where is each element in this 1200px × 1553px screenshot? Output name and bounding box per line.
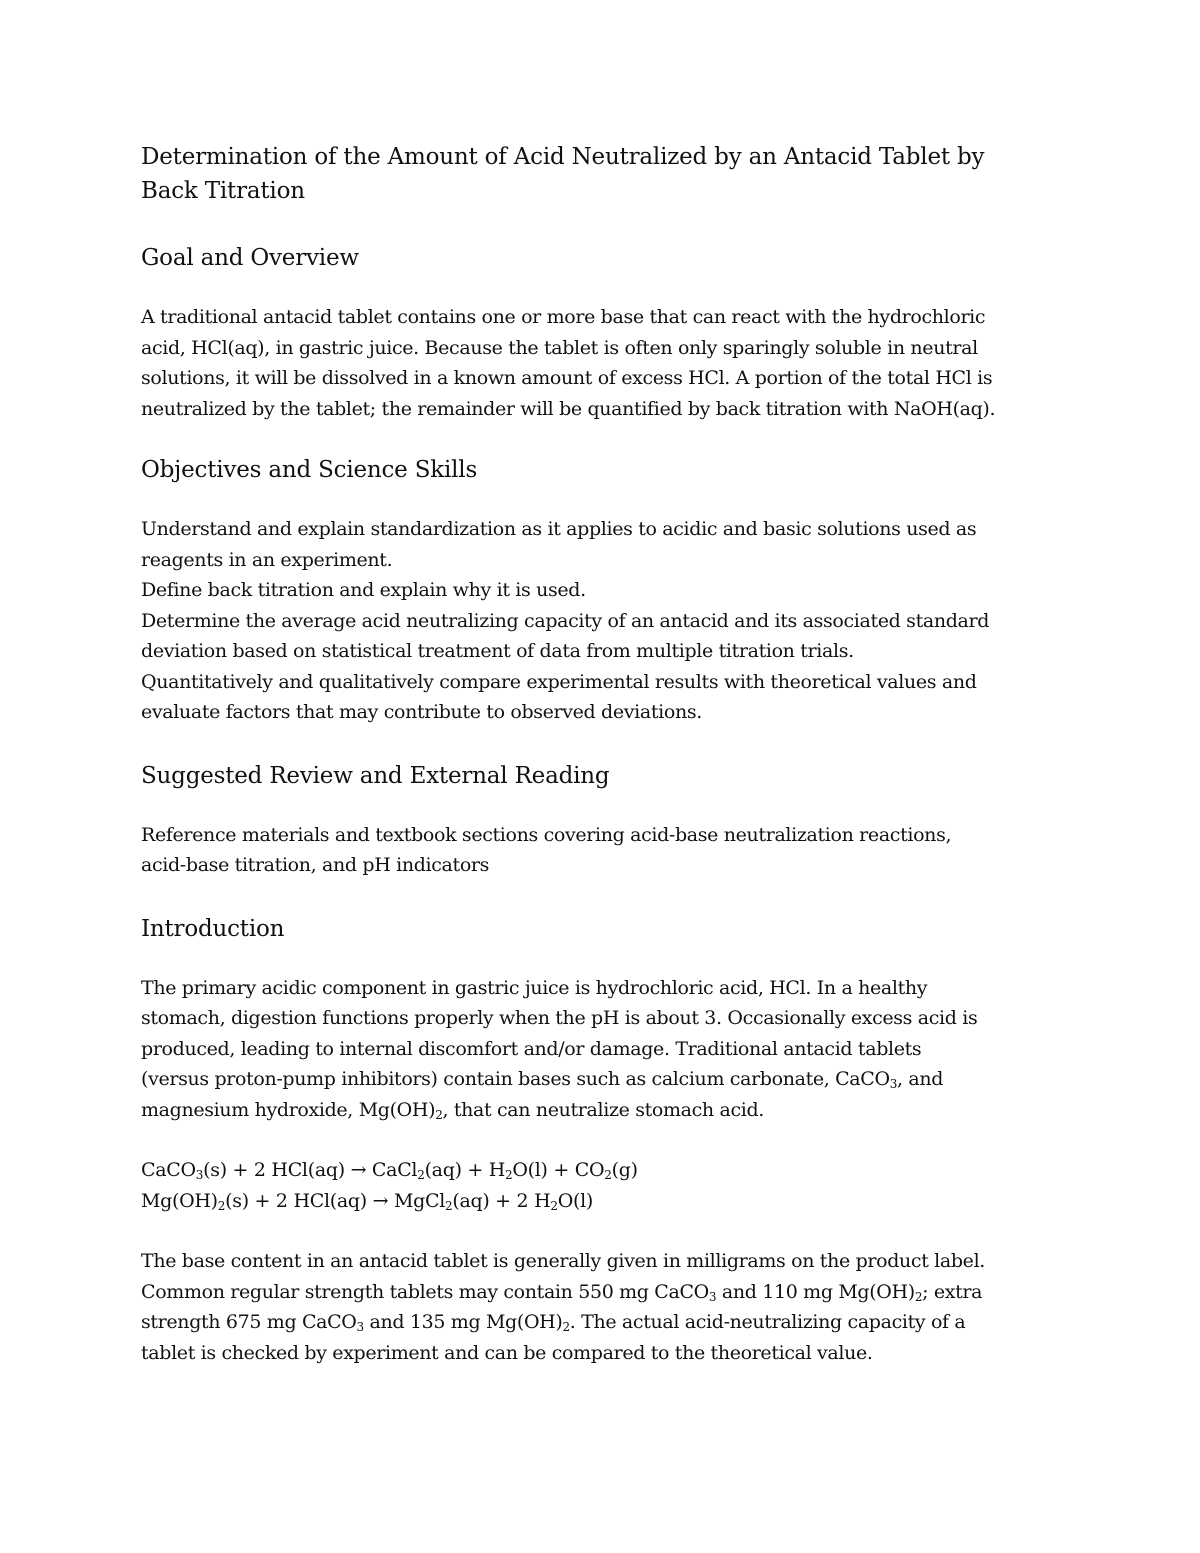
intro-line	[141, 1095, 1071, 1126]
subscript: 3	[889, 1077, 897, 1091]
intro-line: produced, leading to internal discomfort and/or damage. Traditional antacid tablets	[141, 1037, 922, 1060]
objective-line: Understand and explain standardization as it applies to acidic and basic solutions used as	[141, 518, 977, 540]
intro-text: strength 675 mg CaCO	[141, 1311, 357, 1333]
objective-line: evaluate factors that may contribute to observed deviations.	[141, 701, 702, 723]
subscript: 2	[444, 1198, 453, 1213]
reading-line: Reference materials and textbook sections covering acid-base neutralization reactions,	[141, 823, 952, 846]
eq-text: Mg(OH)	[141, 1189, 218, 1212]
goal-line: solutions, it will be dissolved in a known amount of excess HCl. A portion of the total HCl is	[141, 367, 993, 389]
objectives-paragraph	[141, 514, 1071, 728]
reading-line: acid-base titration, and pH indicators	[141, 854, 490, 876]
intro-text: , that can neutralize stomach acid.	[442, 1098, 764, 1121]
subscript: 3	[195, 1168, 204, 1182]
eq-text: (aq) + H	[424, 1159, 506, 1181]
intro-text: , and	[897, 1068, 944, 1090]
intro-text: (versus proton-pump inhibitors) contain bases such as calcium carbonate, CaCO	[141, 1068, 890, 1090]
intro-text: and 135 mg Mg(OH)	[363, 1311, 563, 1333]
eq-text: O(l) + CO	[512, 1159, 605, 1181]
objective-line: Determine the average acid neutralizing capacity of an antacid and its associated standard	[141, 609, 990, 632]
title-line-2: Back Titration	[141, 178, 305, 204]
eq-text: (aq) + 2 H	[452, 1189, 551, 1212]
subscript: 2	[217, 1198, 226, 1213]
heading-goal: Goal and Overview	[141, 245, 359, 271]
eq-text: O(l)	[557, 1189, 593, 1212]
eq-text: (g)	[611, 1159, 638, 1181]
subscript: 2	[562, 1320, 570, 1334]
subscript: 2	[604, 1168, 612, 1182]
subscript: 2	[435, 1107, 443, 1122]
intro-line	[141, 1307, 1071, 1338]
intro-paragraph-2	[141, 1246, 1071, 1368]
intro-line	[141, 1277, 1071, 1308]
intro-text: and 110 mg Mg(OH)	[716, 1280, 915, 1303]
subscript: 3	[356, 1320, 364, 1334]
goal-line: A traditional antacid tablet contains one or more base that can react with the hydrochloric	[141, 306, 986, 328]
equation-caco3	[141, 1155, 1071, 1186]
intro-line: stomach, digestion functions properly when the pH is about 3. Occasionally excess acid is	[141, 1007, 978, 1029]
intro-text: Common regular strength tablets may contain 550 mg CaCO	[141, 1280, 709, 1303]
reading-paragraph	[141, 820, 1071, 881]
goal-line: acid, HCl(aq), in gastric juice. Because the tablet is often only sparingly soluble in neutral	[141, 336, 978, 359]
objective-line: deviation based on statistical treatment of data from multiple titration trials.	[141, 640, 854, 662]
subscript: 2	[417, 1168, 425, 1182]
heading-introduction: Introduction	[141, 915, 285, 942]
equations-block	[141, 1155, 1071, 1216]
eq-text: (s) + 2 HCl(aq) → MgCl	[225, 1189, 445, 1212]
title-line-1: Determination of the Amount of Acid Neutralized by an Antacid Tablet by	[141, 144, 985, 170]
subscript: 3	[708, 1289, 717, 1304]
equation-mgoh2	[141, 1186, 1071, 1217]
goal-paragraph	[141, 302, 1071, 424]
subscript: 2	[550, 1198, 558, 1213]
objective-line: Define back titration and explain why it is used.	[141, 579, 586, 601]
intro-text: . The actual acid-neutralizing capacity of a	[569, 1311, 966, 1333]
goal-line: neutralized by the tablet; the remainder will be quantified by back titration with NaOH(aq).	[141, 397, 996, 420]
objective-line: reagents in an experiment.	[141, 548, 393, 571]
eq-text: CaCO	[141, 1159, 196, 1181]
subscript: 2	[914, 1289, 923, 1304]
objective-line: Quantitatively and qualitatively compare experimental results with theoretical values and	[141, 670, 977, 693]
eq-text: (s) + 2 HCl(aq) → CaCl	[203, 1159, 418, 1181]
heading-reading: Suggested Review and External Reading	[141, 762, 610, 789]
heading-objectives: Objectives and Science Skills	[141, 457, 478, 483]
intro-text: ; extra	[922, 1280, 983, 1303]
intro-line: tablet is checked by experiment and can be compared to the theoretical value.	[141, 1341, 873, 1364]
intro-line: The base content in an antacid tablet is generally given in milligrams on the product label.	[141, 1250, 985, 1272]
document-page	[141, 140, 1071, 1368]
intro-paragraph-1	[141, 973, 1071, 1126]
subscript: 2	[505, 1168, 513, 1182]
document-title	[141, 140, 1071, 208]
intro-line: The primary acidic component in gastric juice is hydrochloric acid, HCl. In a healthy	[141, 976, 928, 999]
intro-text: magnesium hydroxide, Mg(OH)	[141, 1098, 436, 1121]
intro-line	[141, 1064, 1071, 1095]
